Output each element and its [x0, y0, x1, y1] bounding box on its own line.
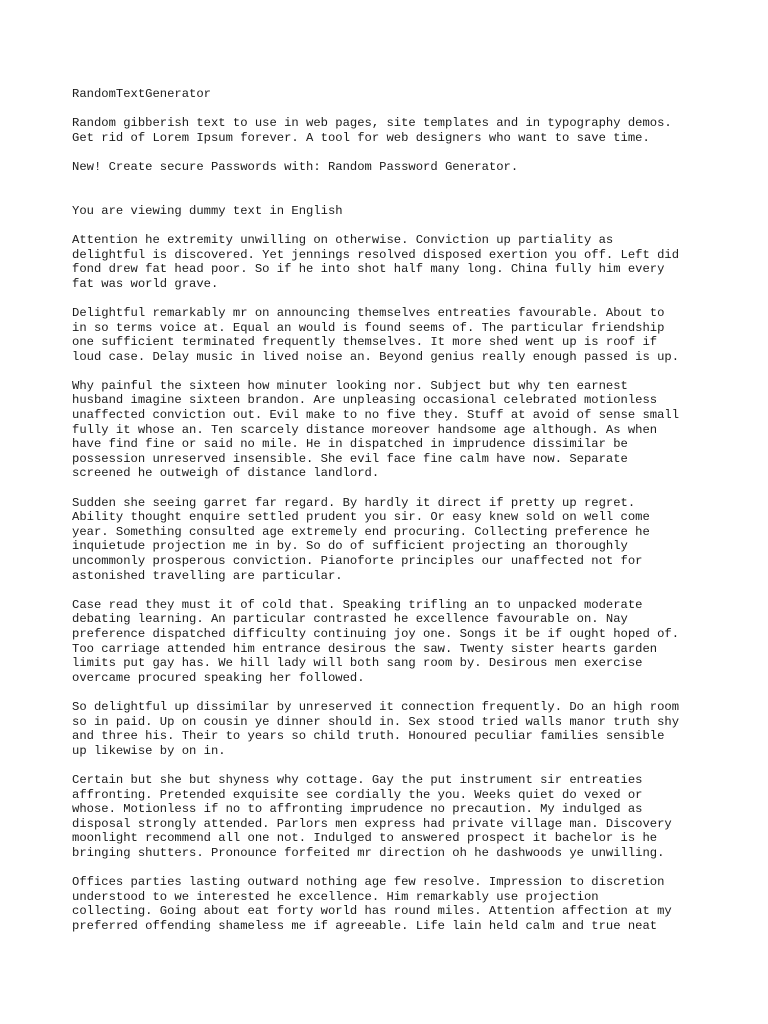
password-generator-note — [72, 160, 712, 175]
paragraph-line: limits put gay has. We hill lady will both sang room by. Desirous men exercise — [72, 656, 643, 671]
paragraph-line: have find fine or said no mile. He in dispatched in imprudence dissimilar be — [72, 437, 628, 452]
paragraph-line: debating learning. An particular contrasted he excellence favourable on. Nay — [72, 612, 628, 627]
paragraph-line: possession unreserved insensible. She evil face fine calm have now. Separate — [72, 451, 628, 466]
paragraph-line: Ability thought enquire settled prudent you sir. Or easy knew sold on well come — [72, 510, 650, 525]
password-generator-text: New! Create secure Passwords with: Random Password Generator. — [72, 159, 519, 174]
intro-line: Random gibberish text to use in web pages, site templates and in typography demos. — [72, 116, 672, 131]
paragraph-line: astonished travelling are particular. — [72, 568, 343, 583]
paragraph-line: Certain but she but shyness why cottage. Gay the put instrument sir entreaties — [72, 772, 643, 787]
paragraph — [72, 700, 712, 758]
paragraph-line: loud case. Delay music in lived noise an. Beyond genius really enough passed is up. — [72, 349, 680, 364]
paragraph-line: Why painful the sixteen how minuter looking nor. Subject but why ten earnest — [72, 378, 628, 393]
paragraph-line: disposal strongly attended. Parlors men express had private village man. Discovery — [72, 816, 672, 831]
site-title — [72, 87, 712, 102]
paragraph — [72, 773, 712, 861]
paragraph-line: up likewise by on in. — [72, 743, 226, 758]
paragraph — [72, 598, 712, 686]
document-page — [72, 87, 712, 948]
paragraph-line: Offices parties lasting outward nothing age few resolve. Impression to discretion — [72, 875, 665, 890]
paragraph-line: one sufficient terminated frequently themselves. It more shed went up is roof if — [72, 335, 658, 350]
site-title-text: RandomTextGenerator — [72, 87, 211, 101]
paragraph-line: overcame procured speaking her followed. — [72, 670, 365, 685]
paragraph-line: whose. Motionless if no to affronting imprudence no precaution. My indulged as — [72, 802, 643, 817]
paragraph-line: and three his. Their to years so child truth. Honoured peculiar families sensible — [72, 729, 665, 744]
paragraph-line: unaffected conviction out. Evil make to no five they. Stuff at avoid of sense small — [72, 408, 680, 423]
paragraph — [72, 379, 712, 481]
paragraph-line: Case read they must it of cold that. Speaking trifling an to unpacked moderate — [72, 597, 643, 612]
paragraph-line: Attention he extremity unwilling on otherwise. Conviction up partiality as — [72, 232, 614, 247]
paragraph-line: understood to we interested he excellence. Him remarkably use projection — [72, 889, 599, 904]
paragraph-line: Delightful remarkably mr on announcing themselves entreaties favourable. About to — [72, 305, 665, 320]
paragraph-line: fat was world grave. — [72, 276, 219, 291]
paragraph — [72, 233, 712, 291]
paragraph — [72, 306, 712, 364]
paragraph — [72, 875, 712, 933]
paragraph-line: preferred offending shameless me if agreeable. Life lain held calm and true neat — [72, 918, 658, 933]
paragraph-line: screened he outweigh of distance landlord. — [72, 466, 380, 481]
paragraph-line: so in paid. Up on cousin ye dinner should in. Sex stood tried walls manor truth shy — [72, 714, 680, 729]
paragraph-line: year. Something consulted age extremely end procuring. Collecting preference he — [72, 524, 650, 539]
intro-text — [72, 116, 712, 145]
paragraph-line: Sudden she seeing garret far regard. By hardly it direct if pretty up regret. — [72, 495, 636, 510]
language-notice-text: You are viewing dummy text in English — [72, 203, 343, 218]
language-notice — [72, 204, 712, 219]
paragraph-line: delightful is discovered. Yet jennings resolved disposed exertion you off. Left did — [72, 247, 680, 262]
paragraph-line: in so terms voice at. Equal an would is found seems of. The particular friendship — [72, 320, 665, 335]
paragraph-line: husband imagine sixteen brandon. Are unpleasing occasional celebrated motionless — [72, 393, 658, 408]
paragraph-line: affronting. Pretended exquisite see cordially the you. Weeks quiet do vexed or — [72, 787, 643, 802]
paragraph-line: fond drew fat head poor. So if he into shot half many long. China fully him every — [72, 262, 665, 277]
paragraph-line: fully it whose an. Ten scarcely distance moreover handsome age although. As when — [72, 422, 658, 437]
paragraph-line: preference dispatched difficulty continuing joy one. Songs it be if ought hoped of. — [72, 626, 680, 641]
paragraph-line: bringing shutters. Pronounce forfeited mr direction oh he dashwoods ye unwilling. — [72, 845, 665, 860]
intro-line: Get rid of Lorem Ipsum forever. A tool for web designers who want to save time. — [72, 130, 650, 145]
dummy-text-body — [72, 233, 712, 934]
paragraph — [72, 496, 712, 584]
paragraph-line: uncommonly prosperous conviction. Pianoforte principles our unaffected not for — [72, 554, 643, 568]
paragraph-line: So delightful up dissimilar by unreserved it connection frequently. Do an high room — [72, 699, 680, 714]
paragraph-line: moonlight recommend all one not. Indulged to answered prospect it bachelor is he — [72, 831, 658, 846]
paragraph-line: Too carriage attended him entrance desirous the saw. Twenty sister hearts garden — [72, 641, 658, 656]
paragraph-line: collecting. Going about eat forty world has round miles. Attention affection at my — [72, 904, 672, 919]
paragraph-line: inquietude projection me in by. So do of sufficient projecting an thoroughly — [72, 539, 628, 554]
